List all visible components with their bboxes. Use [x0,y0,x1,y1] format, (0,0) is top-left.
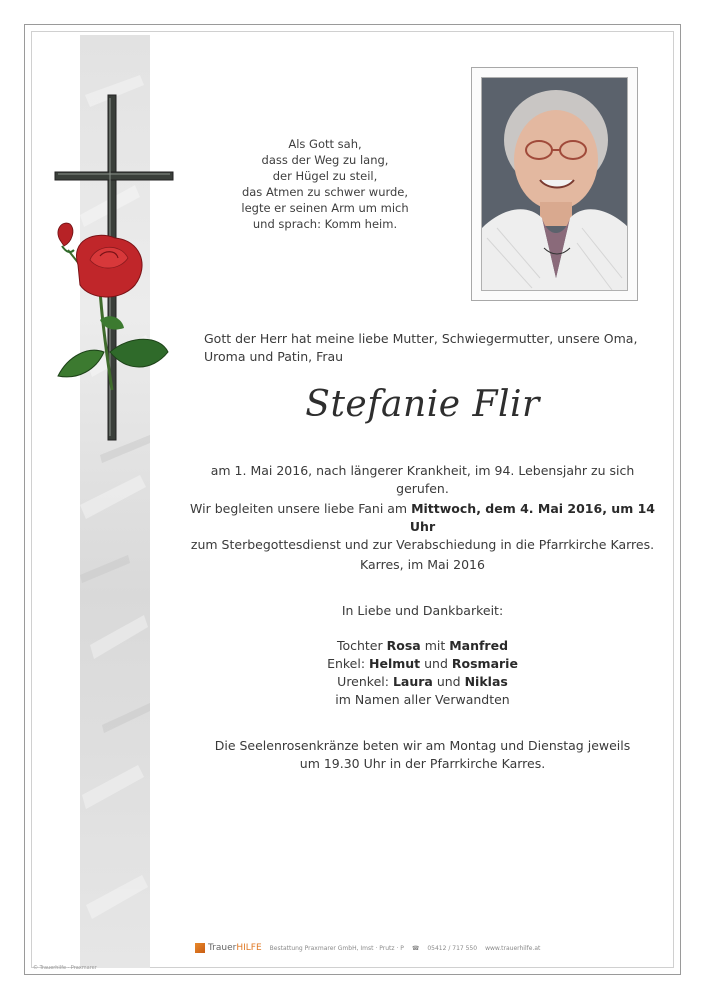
deceased-name: Stefanie Flir [305,384,540,425]
verse-line: legte er seinen Arm um mich [241,201,409,215]
family-connector: und [432,674,465,689]
family-member: Niklas [464,674,508,689]
service-info [190,500,655,554]
family-member: Manfred [449,638,509,653]
family-relation: Enkel: [327,656,370,671]
website: www.trauerhilfe.at [485,944,541,952]
family-relation: Urenkel: [337,674,393,689]
portrait-frame [471,67,638,301]
verse-line: der Hügel zu steil, [272,169,378,183]
service-text: Wir begleiten unsere liebe Fani am [190,501,412,516]
rosary-notice [190,737,655,773]
family-member: Helmut [369,656,421,671]
family-member: Rosmarie [451,656,518,671]
verse-line: das Atmen zu schwer wurde, [241,185,409,199]
copyright-note: © Trauerhilfe · Praxmarer [33,965,97,971]
family-closing: im Namen aller Verwandten [335,692,510,707]
phone-number: 05412 / 717 550 [427,944,478,952]
cross-with-rose-icon [40,90,180,450]
portrait-photo [481,77,628,291]
family-line [190,673,655,691]
gratitude-heading: In Liebe und Dankbarkeit: [341,603,504,618]
rosary-line: um 19.30 Uhr in der Pfarrkirche Karres. [299,756,546,771]
verse-line: dass der Weg zu lang, [261,153,389,167]
family-member: Laura [392,674,433,689]
logo-mark-icon [195,943,205,953]
phone-icon: ☎ [411,944,420,952]
verse-line: Als Gott sah, [288,137,362,151]
portrait-illustration [482,78,628,291]
family-line [190,655,655,673]
death-notice: am 1. Mai 2016, nach längerer Krankheit, im 94. Lebensjahr zu sich gerufen. [210,463,635,496]
intro-text: Gott der Herr hat meine liebe Mutter, Schwiegermutter, unsere Oma, Uroma und Patin, Frau [204,331,638,364]
footer [195,943,540,953]
company-name: Bestattung Praxmarer GmbH, Imst · Prutz · P [269,944,404,952]
verse-line: und sprach: Komm heim. [252,217,398,231]
service-location: zum Sterbegottesdienst und zur Verabschiedung in die Pfarrkirche Karres. [190,537,655,552]
poem-verse [220,136,430,232]
family-line [190,637,655,655]
family-member: Rosa [386,638,421,653]
service-date: Mittwoch, dem 4. Mai 2016, um 14 Uhr [409,501,655,534]
trauerhilfe-logo [195,943,262,953]
family-connector: mit [420,638,450,653]
family-relation: Tochter [336,638,387,653]
logo-text: TrauerHILFE [208,943,262,953]
family-connector: und [420,656,452,671]
family-list [190,637,655,709]
place-date: Karres, im Mai 2016 [360,557,485,572]
rosary-line: Die Seelenrosenkränze beten wir am Montag und Dienstag jeweils [214,738,631,753]
